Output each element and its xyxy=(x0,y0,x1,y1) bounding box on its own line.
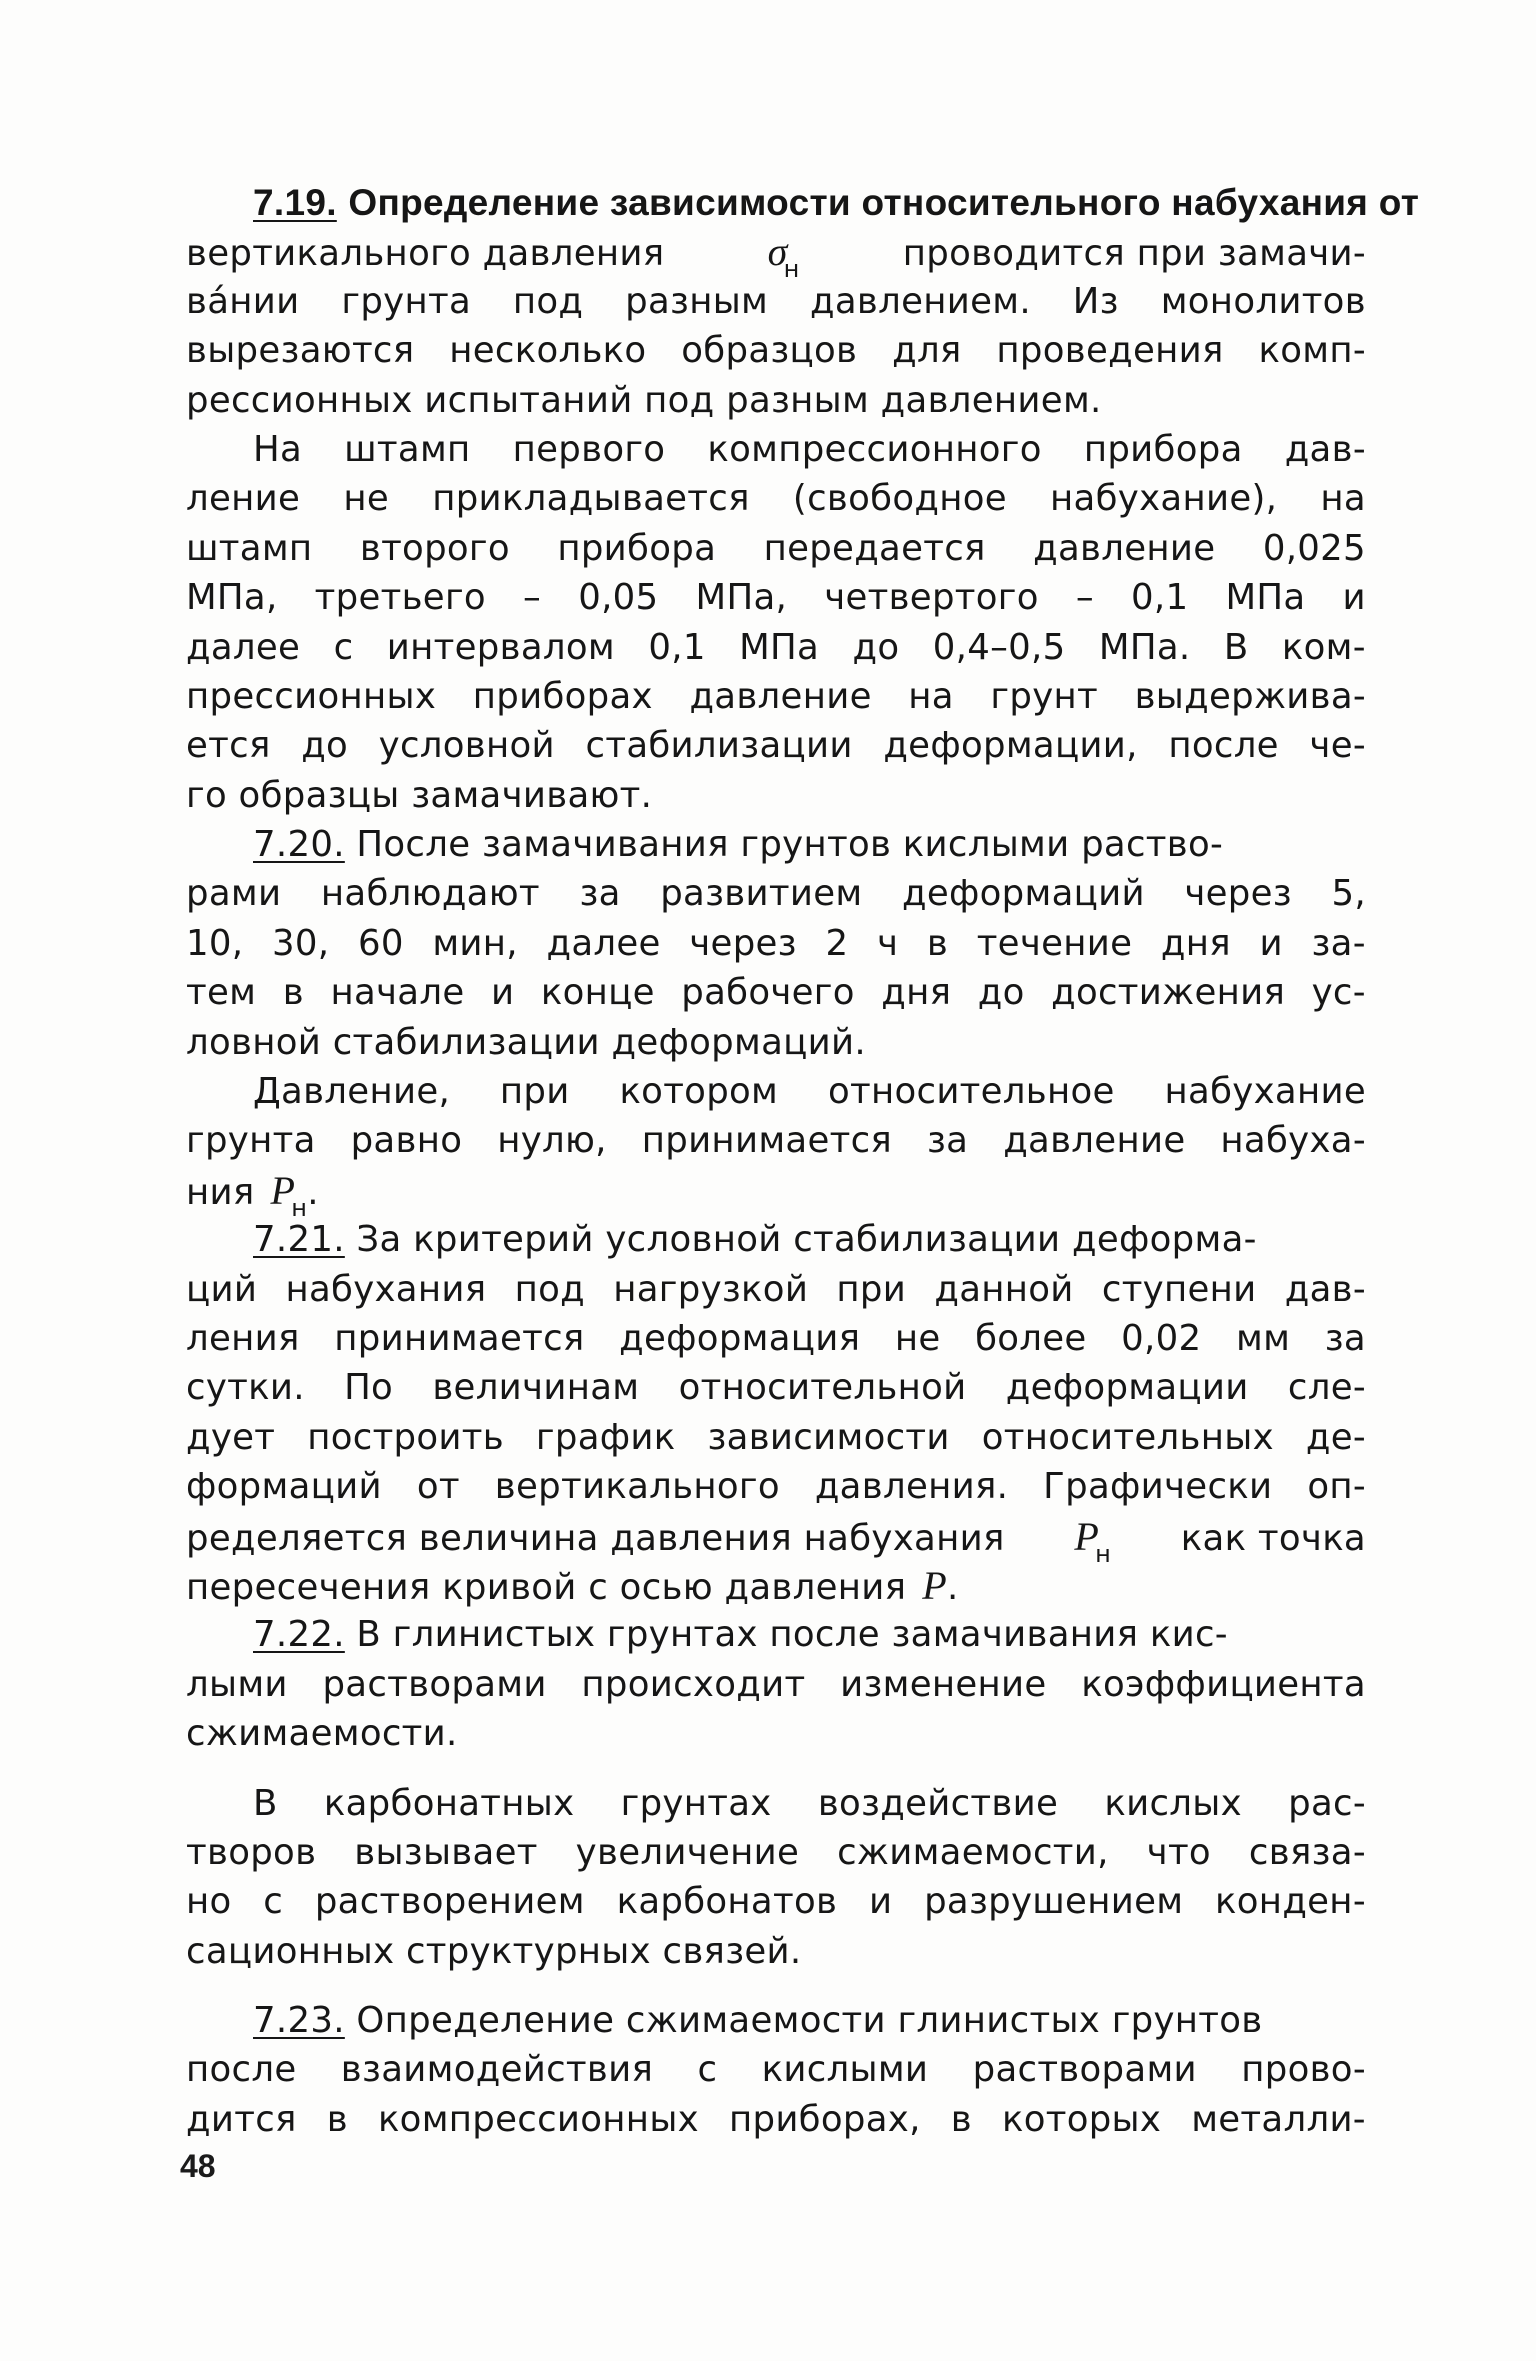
section-number: 7.22. xyxy=(253,1614,345,1656)
section-number: 7.23. xyxy=(253,2000,345,2042)
text-line: после взаимодействия с кислыми растворами прово- xyxy=(186,2049,1366,2091)
section-number: 7.20. xyxy=(253,824,345,866)
text-line: тем в начале и конце рабочего дня до достижения ус- xyxy=(186,972,1366,1014)
text-line: ление не прикладывается (свободное набухание), на xyxy=(186,478,1366,520)
page-number: 48 xyxy=(180,2148,216,2184)
text-line: рессионных испытаний под разным давлением. xyxy=(186,379,1102,421)
text-line: 10, 30, 60 мин, далее через 2 ч в течение дня и за- xyxy=(186,922,1366,964)
text-line: лыми растворами происходит изменение коэффициента xyxy=(186,1663,1366,1705)
body-text xyxy=(186,178,1420,2144)
text-line: Давление, при котором относительное набухание xyxy=(253,1071,1366,1113)
text-line: ния $P_н$. xyxy=(186,1167,319,1222)
text-line: прессионных приборах давление на грунт выдержива- xyxy=(186,675,1366,717)
text-line: ления принимается деформация не более 0,02 мм за xyxy=(186,1317,1366,1359)
text-line: дует построить график зависимости относительных де- xyxy=(186,1416,1366,1458)
section-7-19-heading xyxy=(186,178,1420,227)
text-line: ва́нии грунта под разным давлением. Из монолитов xyxy=(186,280,1366,322)
p-symbol: $P_н$ xyxy=(1074,1513,1112,1568)
text-line: рами наблюдают за развитием деформаций через 5, xyxy=(186,873,1366,915)
text-line: ций набухания под нагрузкой при данной ступени дав- xyxy=(186,1268,1366,1310)
p-symbol: $P_н$. xyxy=(270,1167,319,1222)
text-line: формаций от вертикального давления. Графически оп- xyxy=(186,1466,1366,1508)
text-line: ределяется величина давления набухания $P_н$ как точка xyxy=(186,1513,1366,1568)
text-line: ется до условной стабилизации деформации, после че- xyxy=(186,725,1366,767)
section-number: 7.19. xyxy=(253,182,337,223)
text-line: но с растворением карбонатов и разрушением конден- xyxy=(186,1881,1366,1923)
p-symbol: P. xyxy=(922,1562,959,1608)
text-line: творов вызывает увеличение сжимаемости, что связа- xyxy=(186,1831,1366,1873)
section-7-20-heading: 7.20. После замачивания грунтов кислыми раство- xyxy=(253,824,1224,866)
text-line: грунта равно нулю, принимается за давление набуха- xyxy=(186,1120,1366,1162)
text-line: штамп второго прибора передается давление 0,025 xyxy=(186,527,1366,569)
text-line: ловной стабилизации деформаций. xyxy=(186,1021,866,1063)
text-line: сжимаемости. xyxy=(186,1713,458,1755)
text-line: сационных структурных связей. xyxy=(186,1930,802,1972)
section-7-23-heading: 7.23. Определение сжимаемости глинистых грунтов xyxy=(253,2000,1263,2042)
text-line: МПа, третьего – 0,05 МПа, четвертого – 0,1 МПа и xyxy=(186,577,1366,619)
text-line: далее с интервалом 0,1 МПа до 0,4–0,5 МПа. В ком- xyxy=(186,626,1366,668)
text-line: сутки. По величинам относительной деформации сле- xyxy=(186,1367,1366,1409)
text-line: В карбонатных грунтах воздействие кислых рас- xyxy=(253,1782,1366,1824)
sigma-symbol: $\sigma_н$ xyxy=(767,229,800,284)
text-line: вырезаются несколько образцов для проведения комп- xyxy=(186,330,1366,372)
section-7-22-heading: 7.22. В глинистых грунтах после замачивания кис- xyxy=(253,1614,1228,1656)
text-line: дится в компрессионных приборах, в которых металли- xyxy=(186,2098,1366,2140)
section-number: 7.21. xyxy=(253,1219,345,1261)
section-title: Определение зависимости относительного набухания от xyxy=(348,182,1420,223)
text-line: На штамп первого компрессионного прибора дав- xyxy=(253,428,1366,470)
section-7-21-heading: 7.21. За критерий условной стабилизации деформа- xyxy=(253,1219,1257,1261)
text-line: го образцы замачивают. xyxy=(186,774,653,816)
text-line: пересечения кривой с осью давления P. xyxy=(186,1561,1366,1610)
text-line: вертикального давления $\sigma_н$ проводится при замачи- xyxy=(186,229,1366,284)
